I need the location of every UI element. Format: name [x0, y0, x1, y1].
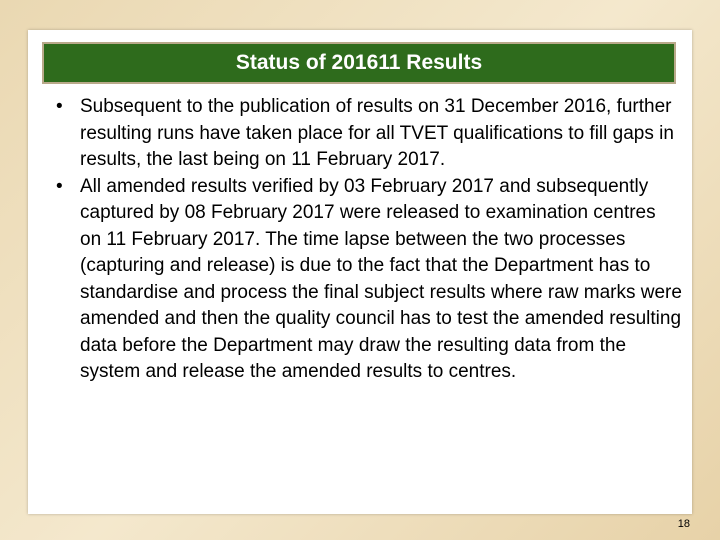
bullet-item [52, 174, 682, 386]
bullet-icon: • [56, 175, 63, 197]
page-number: 18 [677, 518, 690, 530]
bullet-list [52, 94, 682, 386]
bullet-text: Subsequent to the publication of results on 31 December 2016, further resulting runs have taken place for all TVET qualifications to fill gaps in results, the last being on 11 February 2017. [80, 96, 674, 170]
slide-content [52, 94, 682, 386]
bullet-icon: • [56, 96, 63, 117]
title-bar [42, 42, 676, 84]
bullet-item [52, 94, 682, 174]
slide-title: Status of 201611 Results [235, 51, 483, 74]
bullet-text: All amended results verified by 03 February 2017 and subsequently captured by 08 February 2017 were released to examination centres on 11 February 2017. The time lapse between the two processes (capturing and release) is due to the fact that the Department has to standardise and process the final subject results where raw marks were amended and then the quality council has to test the amended resulting data before the Department may draw the resulting data from the system and release the amended results to centres. [80, 175, 682, 382]
